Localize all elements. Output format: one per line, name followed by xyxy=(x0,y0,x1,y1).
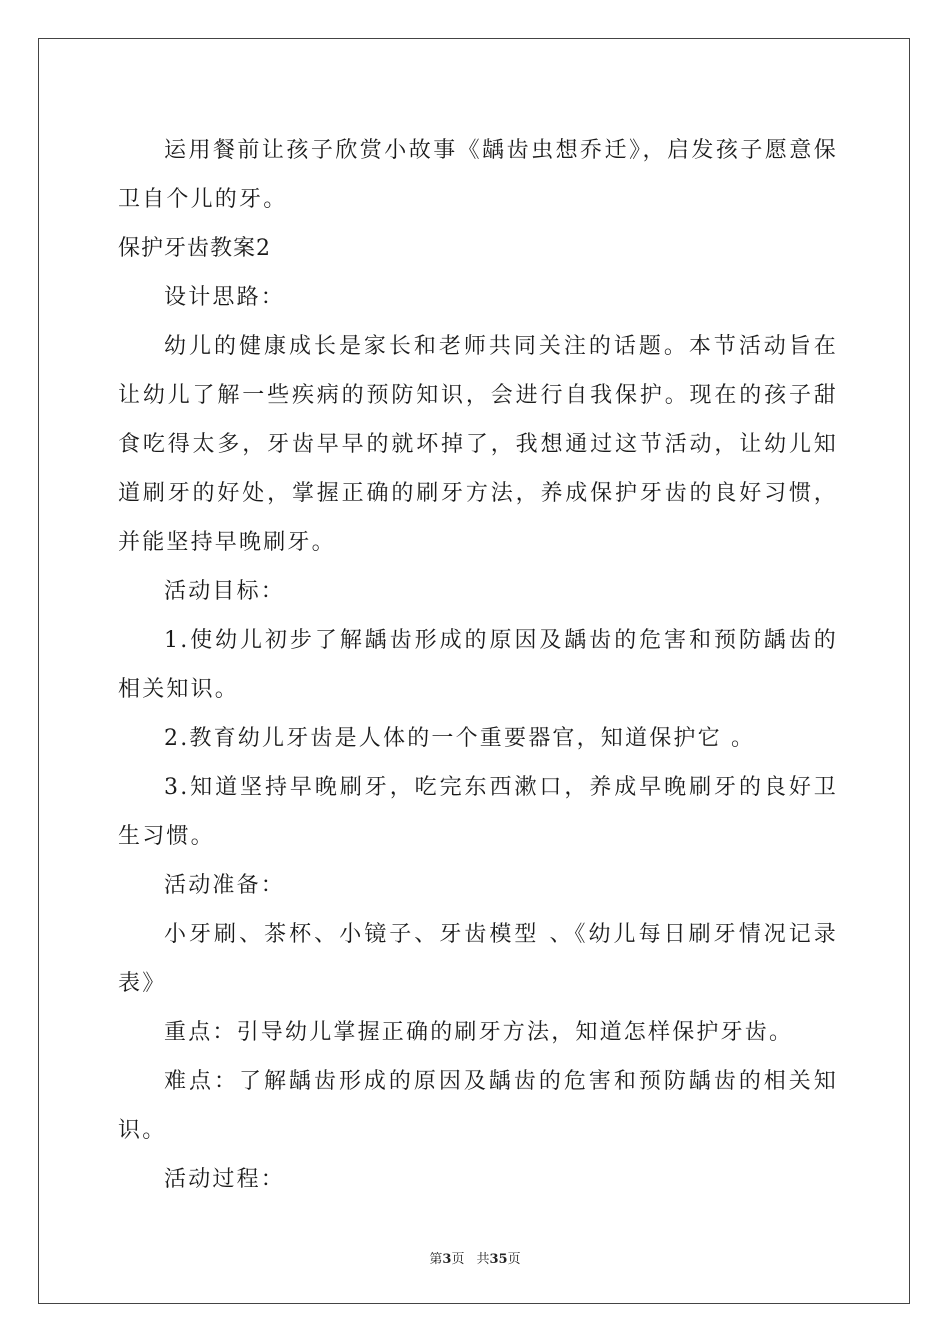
paragraph-goal-2: 2.教育幼儿牙齿是人体的一个重要器官，知道保护它 。 xyxy=(164,726,756,751)
footer-page-prefix: 第 xyxy=(429,1252,443,1267)
section-heading: 保护牙齿教案2 xyxy=(118,236,271,261)
paragraph-goal-1: 1.使幼儿初步了解龋齿形成的原因及龋齿的危害和预防龋齿的相关知识。 xyxy=(118,628,838,702)
paragraph-design-title: 设计思路： xyxy=(164,285,286,310)
page-footer xyxy=(0,1248,950,1267)
footer-page-suffix: 页 xyxy=(451,1252,465,1267)
paragraph-key-point: 重点：引导幼儿掌握正确的刷牙方法，知道怎样保护牙齿。 xyxy=(164,1020,794,1045)
paragraph-goals-title: 活动目标： xyxy=(164,579,286,604)
paragraph-process-title: 活动过程： xyxy=(164,1167,286,1192)
paragraph-design-body: 幼儿的健康成长是家长和老师共同关注的话题。本节活动旨在让幼儿了解一些疾病的预防知识，会进行自我保护。现在的孩子甜食吃得太多，牙齿早早的就坏掉了，我想通过这节活动，让幼儿知道刷牙的好处，掌握正确的刷牙方法，养成保护牙齿的良好习惯，并能坚持早晚刷牙。 xyxy=(118,334,838,555)
paragraph-goal-3: 3.知道坚持早晚刷牙，吃完东西漱口，养成早晚刷牙的良好卫生习惯。 xyxy=(118,775,838,849)
paragraph-intro-story: 运用餐前让孩子欣赏小故事《龋齿虫想乔迁》，启发孩子愿意保卫自个儿的牙。 xyxy=(118,138,838,212)
footer-page-current: 3 xyxy=(442,1252,452,1267)
footer-total-prefix: 共 xyxy=(476,1252,490,1267)
paragraph-prep-items: 小牙刷、茶杯、小镜子、牙齿模型 、《幼儿每日刷牙情况记录表》 xyxy=(118,922,838,996)
paragraph-prep-title: 活动准备： xyxy=(164,873,286,898)
footer-total-suffix: 页 xyxy=(507,1252,521,1267)
document-body xyxy=(118,126,838,1204)
paragraph-difficulty: 难点：了解龋齿形成的原因及龋齿的危害和预防龋齿的相关知识。 xyxy=(118,1069,838,1143)
footer-page-total: 35 xyxy=(489,1252,508,1267)
